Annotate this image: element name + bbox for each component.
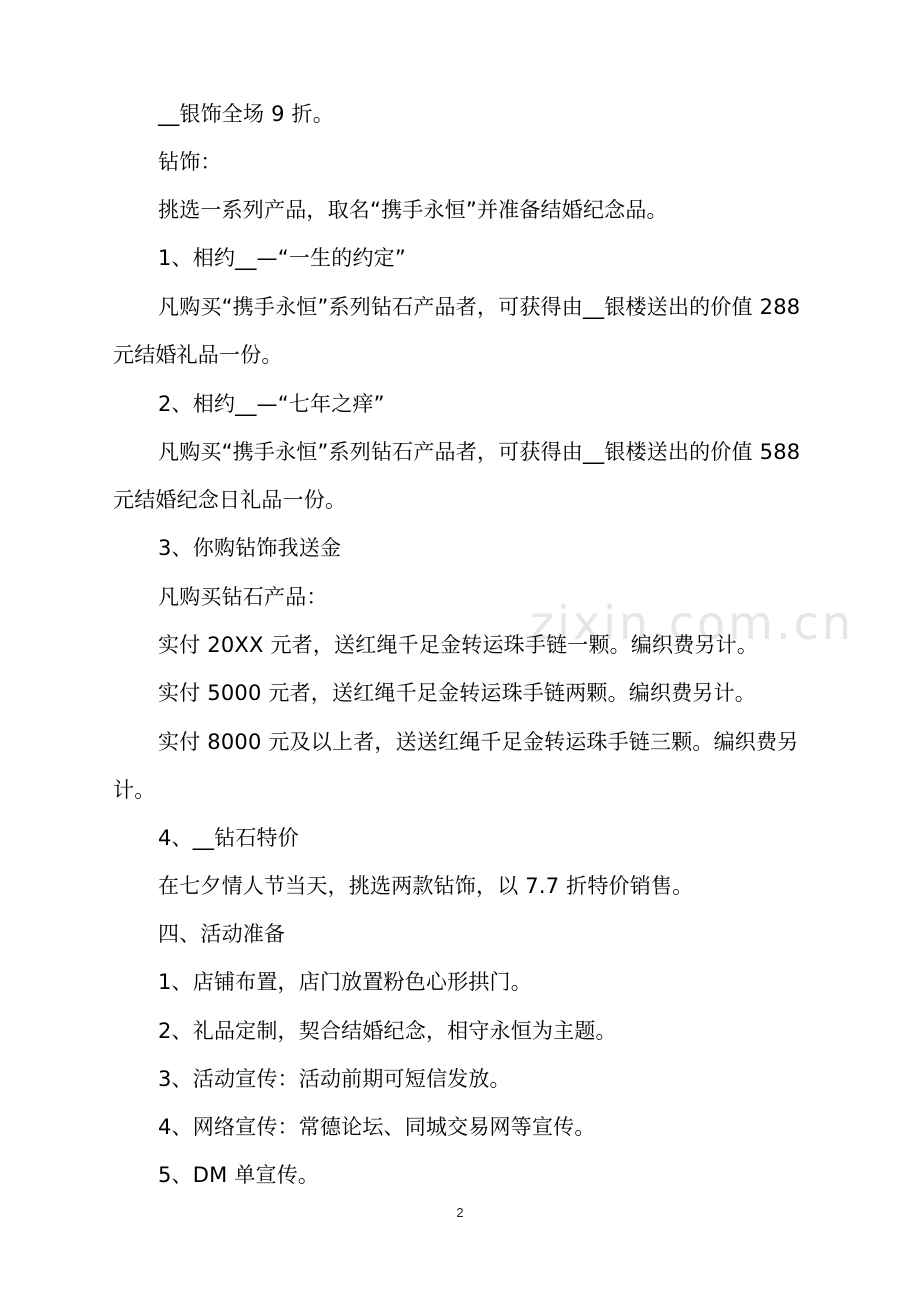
text-line: 在七夕情人节当天，挑选两款钻饰，以 7.7 折特价销售。 [158,874,694,898]
text-line: 计。 [113,778,156,802]
section-heading: 四、活动准备 [158,922,286,946]
text-line: 元结婚纪念日礼品一份。 [113,488,347,512]
text-line: 元结婚礼品一份。 [113,343,283,367]
text-line: 凡购买钻石产品： [158,585,328,609]
text-line: 凡购买“携手永恒”系列钻石产品者，可获得由__银楼送出的价值 588 [158,440,801,464]
list-heading: 4、__钻石特价 [158,826,299,850]
list-item: 5、DM 单宣传。 [158,1163,320,1187]
text-line: 凡购买“携手永恒”系列钻石产品者，可获得由__银楼送出的价值 288 [158,295,801,319]
list-item: 4、网络宣传：常德论坛、同城交易网等宣传。 [158,1115,596,1139]
text-line: 挑选一系列产品，取名“携手永恒”并准备结婚纪念品。 [158,198,668,222]
list-heading: 3、你购钻饰我送金 [158,536,342,560]
list-heading: 1、相约__—“一生的约定” [158,246,406,270]
text-line: 实付 8000 元及以上者，送送红绳千足金转运珠手链三颗。编织费另 [158,730,799,754]
watermark: zixin.com.cn [530,596,855,650]
text-line: __银饰全场 9 折。 [158,102,334,126]
text-line: 钻饰： [158,150,222,174]
list-item: 2、礼品定制，契合结婚纪念，相守永恒为主题。 [158,1019,617,1043]
text-line: 实付 5000 元者，送红绳千足金转运珠手链两颗。编织费另计。 [158,681,756,705]
page-number: 2 [456,1205,464,1220]
text-line: 实付 20XX 元者，送红绳千足金转运珠手链一颗。编织费另计。 [158,633,759,657]
list-heading: 2、相约__—“七年之痒” [158,392,385,416]
list-item: 3、活动宣传：活动前期可短信发放。 [158,1067,511,1091]
list-item: 1、店铺布置，店门放置粉色心形拱门。 [158,970,532,994]
